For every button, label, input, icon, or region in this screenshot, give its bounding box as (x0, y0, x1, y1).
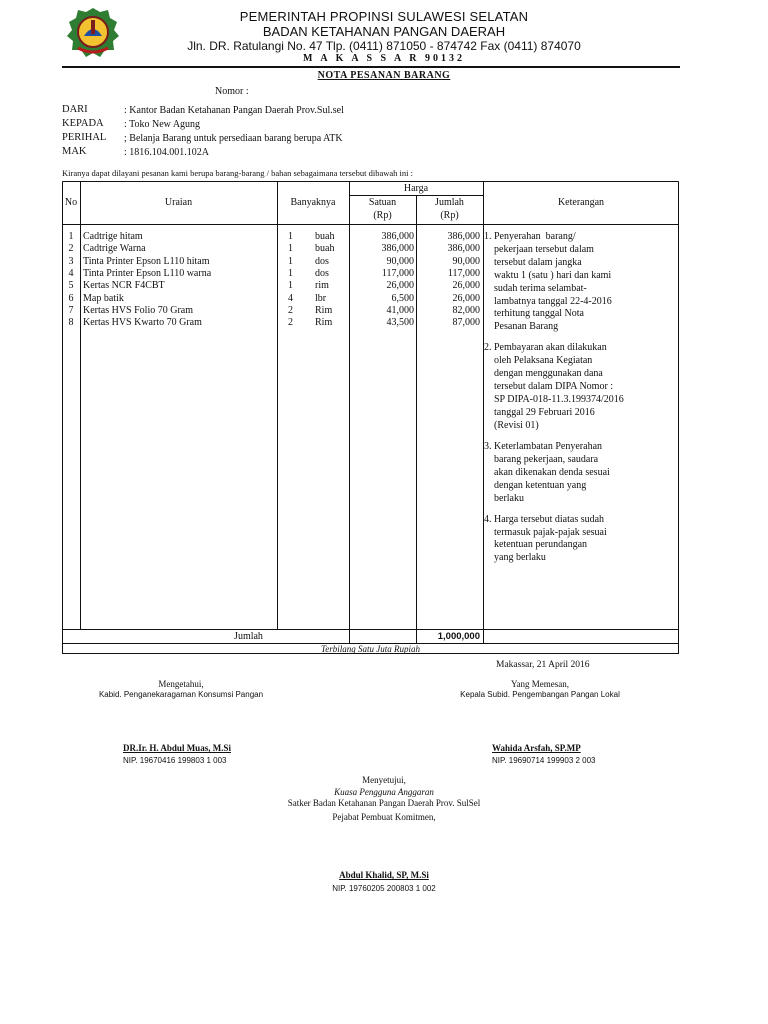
table-cell-jumlah: 26,000 (452, 280, 480, 292)
table-cell-jumlah: 90,000 (452, 255, 480, 267)
right-sign-title1: Yang Memesan, (510, 679, 570, 689)
meta-label-perihal: PERIHAL (62, 132, 107, 143)
col-header-jumlah-unit: (Rp) (440, 210, 459, 221)
keterangan-line: barang pekerjaan, saudara (484, 453, 599, 465)
table-cell-qty: 1 (288, 280, 293, 292)
header-line-address: Jln. DR. Ratulangi No. 47 Tlp. (0411) 871050 - 874742 Fax (0411) 874070 (187, 39, 581, 53)
header-line-city: M A K A S S A R 90132 (303, 53, 465, 64)
keterangan-line: SP DIPA-018-11.3.199374/2016 (484, 394, 624, 405)
bottom-sign-title3: Satker Badan Ketahanan Pangan Daerah Prov. SulSel (287, 798, 481, 808)
meta-value-mak: : 1816.104.001.102A (124, 147, 209, 158)
meta-value-perihal: ; Belanja Barang untuk persediaan barang berupa ATK (124, 133, 343, 144)
right-sign-title2: Kepala Subid. Pengembangan Pangan Lokal (460, 690, 620, 699)
table-cell-qty: 4 (288, 292, 293, 304)
total-label: Jumlah (234, 631, 263, 642)
table-cell-unit: dos (315, 267, 329, 279)
intro-text: Kiranya dapat dilayani pesanan kami berupa barang-barang / bahan sebagaimana tersebut dibawah ini : (62, 168, 413, 178)
keterangan-line: tanggal 29 Februari 2016 (484, 406, 595, 418)
keterangan-line: ketentuan perundangan (484, 539, 588, 551)
keterangan-line: 2. Pembayaran akan dilakukan (484, 342, 607, 354)
table-cell-no: 2 (68, 243, 74, 255)
table-cell-qty: 1 (288, 255, 293, 267)
table-cell-no: 6 (68, 292, 74, 304)
table-cell-jumlah: 117,000 (447, 267, 480, 279)
keterangan-line: terhitung tanggal Nota (484, 308, 584, 320)
table-cell-uraian: Cadtrige Warna (83, 243, 146, 255)
nomor-label: Nomor : (215, 86, 249, 97)
keterangan-line: oleh Pelaksana Kegiatan (484, 355, 593, 367)
col-header-banyaknya: Banyaknya (290, 197, 336, 208)
table-cell-satuan: 26,000 (386, 280, 414, 292)
table-cell-no: 4 (68, 267, 74, 279)
table-cell-unit: buah (315, 231, 335, 242)
table-cell-no: 8 (68, 317, 74, 329)
table-cell-unit: buah (315, 243, 335, 255)
meta-label-mak: MAK (62, 146, 87, 157)
table-cell-jumlah: 26,000 (452, 292, 480, 304)
meta-value-dari: : Kantor Badan Ketahanan Pangan Daerah Prov.Sul.sel (124, 105, 344, 116)
table-cell-satuan: 43,500 (386, 317, 414, 329)
table-cell-satuan: 117,000 (381, 267, 414, 279)
table-cell-satuan: 386,000 (381, 243, 414, 255)
keterangan-line: dengan menggunakan dana (484, 368, 603, 380)
order-table (62, 181, 679, 654)
keterangan-line: Pesanan Barang (484, 321, 559, 333)
keterangan-line: termasuk pajak-pajak sesuai (484, 526, 607, 538)
table-cell-uraian: Cadtrige hitam (83, 231, 143, 242)
keterangan-line: tersebut dalam DIPA Nomor : (484, 381, 614, 393)
table-cell-qty: 2 (288, 304, 293, 316)
table-cell-unit: dos (315, 255, 329, 267)
table-cell-uraian: Kertas HVS Kwarto 70 Gram (83, 317, 202, 329)
document-title: NOTA PESANAN BARANG (317, 70, 451, 81)
table-cell-unit: lbr (315, 292, 327, 304)
meta-label-dari: DARI (62, 104, 88, 115)
table-cell-unit: rim (315, 280, 329, 292)
bottom-sign-title4: Pejabat Pembuat Komitmen, (332, 812, 436, 822)
table-cell-satuan: 41,000 (386, 304, 414, 316)
keterangan-line: 4. Harga tersebut diatas sudah (484, 513, 605, 525)
bottom-sign-name: Abdul Khalid, SP, M.Si (339, 870, 429, 880)
header-line-government: PEMERINTAH PROPINSI SULAWESI SELATAN (239, 9, 529, 24)
table-cell-no: 1 (68, 231, 74, 242)
keterangan-line: sudah terima selambat- (484, 282, 587, 294)
left-sign-name: DR.Ir. H. Abdul Muas, M.Si (123, 743, 231, 753)
keterangan-line: lambatnya tanggal 22-4-2016 (484, 295, 612, 307)
keterangan-line: pekerjaan tersebut dalam (484, 243, 594, 255)
table-cell-jumlah: 386,000 (447, 231, 480, 242)
table-cell-qty: 1 (288, 267, 293, 279)
table-cell-no: 7 (68, 304, 74, 316)
table-cell-uraian: Map batik (83, 292, 124, 304)
table-cell-no: 5 (68, 280, 74, 292)
bottom-sign-nip: NIP. 19760205 200803 1 002 (332, 884, 436, 893)
table-cell-jumlah: 386,000 (447, 243, 480, 255)
keterangan-line: 1. Penyerahan barang/ (484, 231, 576, 242)
keterangan-line: waktu 1 (satu ) hari dan kami (484, 269, 612, 281)
table-cell-uraian: Kertas NCR F4CBT (83, 280, 165, 292)
keterangan-line: 3. Keterlambatan Penyerahan (484, 440, 603, 452)
col-header-harga: Harga (403, 183, 429, 194)
left-sign-title1: Mengetahui, (158, 679, 204, 689)
table-cell-qty: 1 (288, 243, 293, 255)
keterangan-line: (Revisi 01) (484, 419, 539, 431)
keterangan-line: berlaku (484, 492, 524, 504)
header-line-agency: BADAN KETAHANAN PANGAN DAERAH (262, 24, 506, 39)
meta-value-kepada: : Toko New Agung (124, 119, 201, 130)
table-cell-qty: 2 (288, 317, 293, 329)
keterangan-line: tersebut dalam jangka (484, 256, 582, 268)
table-cell-satuan: 386,000 (381, 231, 414, 242)
table-cell-no: 3 (68, 255, 74, 267)
col-header-no: No (64, 197, 78, 208)
left-sign-nip: NIP. 19670416 199803 1 003 (123, 756, 227, 765)
table-cell-uraian: Kertas HVS Folio 70 Gram (83, 304, 193, 316)
keterangan-line: yang berlaku (484, 552, 546, 564)
col-header-jumlah: Jumlah (435, 197, 464, 208)
keterangan-line: akan dikenakan denda sesuai (484, 466, 610, 478)
right-sign-name: Wahida Arsfah, SP.MP (492, 743, 581, 753)
bottom-sign-title1: Menyetujui, (362, 775, 406, 785)
col-header-satuan-unit: (Rp) (373, 210, 392, 221)
place-date: Makassar, 21 April 2016 (496, 660, 590, 670)
header-divider (62, 66, 680, 68)
table-cell-qty: 1 (288, 231, 293, 242)
col-header-uraian: Uraian (164, 197, 193, 208)
table-cell-uraian: Tinta Printer Epson L110 warna (83, 267, 212, 279)
table-cell-satuan: 90,000 (386, 255, 414, 267)
total-value: 1,000,000 (437, 631, 480, 642)
table-cell-unit: Rim (315, 317, 333, 329)
terbilang-text: Terbilang Satu Juta Rupiah (321, 644, 420, 654)
keterangan-line: dengan ketentuan yang (484, 479, 587, 491)
left-sign-title2: Kabid. Penganekaragaman Konsumsi Pangan (98, 690, 264, 699)
col-header-satuan: Satuan (368, 197, 397, 208)
table-cell-unit: Rim (315, 304, 333, 316)
table-cell-jumlah: 87,000 (452, 317, 480, 329)
right-sign-nip: NIP. 19690714 199903 2 003 (492, 756, 596, 765)
col-header-keterangan: Keterangan (557, 197, 605, 208)
meta-label-kepada: KEPADA (62, 118, 104, 129)
table-cell-uraian: Tinta Printer Epson L110 hitam (83, 255, 210, 267)
bottom-sign-title2: Kuasa Pengguna Anggaran (334, 787, 434, 797)
table-cell-satuan: 6,500 (391, 292, 414, 304)
table-cell-jumlah: 82,000 (452, 304, 480, 316)
